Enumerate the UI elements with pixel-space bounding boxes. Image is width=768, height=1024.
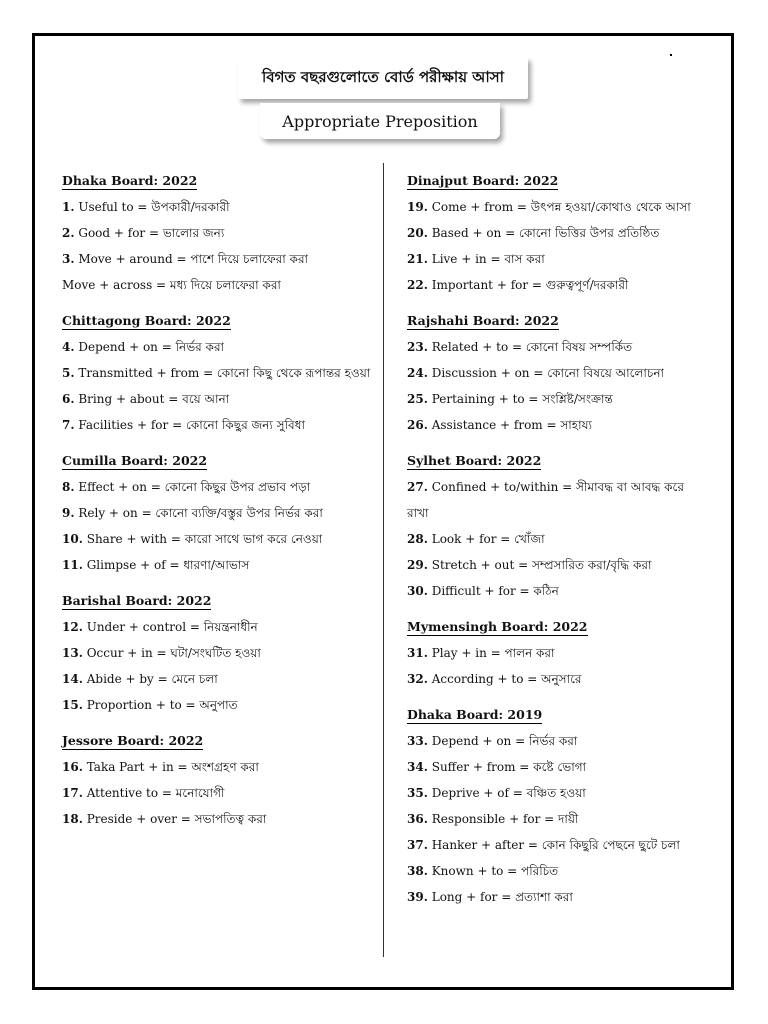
- preposition-entry: [62, 386, 377, 412]
- entry-number: 6.: [62, 392, 75, 406]
- entry-number: 14.: [62, 672, 83, 686]
- entry-text: According + to = অনুসারে: [431, 672, 582, 686]
- page-title-bangla: [238, 57, 528, 99]
- entry-number: 1.: [62, 200, 75, 214]
- board-heading: Barishal Board: 2022: [62, 593, 212, 608]
- entry-text: Confined + to/within = সীমাবদ্ধ বা আবদ্ধ করে রাখা: [407, 480, 684, 520]
- preposition-entry: [407, 272, 707, 298]
- entry-number: 27.: [407, 480, 428, 494]
- entry-number: 34.: [407, 760, 428, 774]
- entry-number: 24.: [407, 366, 428, 380]
- board-heading: Sylhet Board: 2022: [407, 453, 542, 468]
- preposition-entry: [407, 640, 707, 666]
- entry-number: 10.: [62, 532, 83, 546]
- entry-text: Share + with = কারো সাথে ভাগ করে নেওয়া: [86, 532, 323, 546]
- preposition-entry: [407, 884, 707, 910]
- entry-number: 32.: [407, 672, 428, 686]
- entry-number: 11.: [62, 558, 83, 572]
- preposition-entry: [62, 272, 377, 298]
- entry-text: Glimpse + of = ধারণা/আভাস: [86, 558, 250, 572]
- board-section: [407, 704, 707, 910]
- entry-number: 22.: [407, 278, 428, 292]
- board-section: [407, 450, 707, 604]
- entry-text: Assistance + from = সাহায্য: [431, 418, 592, 432]
- board-section: [407, 170, 707, 298]
- preposition-entry: [407, 578, 707, 604]
- entry-text: Responsible + for = দায়ী: [431, 812, 579, 826]
- preposition-entry: [407, 728, 707, 754]
- board-heading: Dinajput Board: 2022: [407, 173, 559, 188]
- entry-text: Play + in = পালন করা: [431, 646, 555, 660]
- entry-text: Under + control = নিয়ন্ত্রনাধীন: [86, 620, 258, 634]
- board-heading: Cumilla Board: 2022: [62, 453, 208, 468]
- preposition-entry: [62, 666, 377, 692]
- entry-text: Come + from = উৎপন্ন হওয়া/কোথাও থেকে আসা: [431, 200, 691, 214]
- right-column: [407, 170, 707, 922]
- preposition-entry: [62, 194, 377, 220]
- entry-number: 18.: [62, 812, 83, 826]
- entry-number: 5.: [62, 366, 75, 380]
- entry-number: 39.: [407, 890, 428, 904]
- entry-number: 21.: [407, 252, 428, 266]
- board-section: [62, 590, 377, 718]
- stray-dot: [670, 54, 672, 56]
- entry-number: 7.: [62, 418, 75, 432]
- entry-number: 25.: [407, 392, 428, 406]
- preposition-entry: [407, 666, 707, 692]
- preposition-entry: [407, 194, 707, 220]
- board-section: [62, 170, 377, 298]
- preposition-entry: [407, 526, 707, 552]
- preposition-entry: [62, 360, 377, 386]
- entry-text: Attentive to = মনোযোগী: [86, 786, 225, 800]
- entry-number: 4.: [62, 340, 75, 354]
- entry-text: Rely + on = কোনো ব্যক্তি/বস্তুর উপর নির্ভর করা: [78, 506, 323, 520]
- entry-number: 2.: [62, 226, 75, 240]
- entry-number: 31.: [407, 646, 428, 660]
- entry-text: Depend + on = নির্ভর করা: [431, 734, 578, 748]
- entry-number: 36.: [407, 812, 428, 826]
- entry-text: Move + around = পাশে দিয়ে চলাফেরা করা: [78, 252, 309, 266]
- entry-text: Based + on = কোনো ভিত্তির উপর প্রতিষ্ঠিত: [431, 226, 660, 240]
- entry-text: Live + in = বাস করা: [431, 252, 545, 266]
- left-column: [62, 170, 377, 844]
- preposition-entry: [407, 806, 707, 832]
- entry-text: Preside + over = সভাপতিত্ব করা: [86, 812, 267, 826]
- entry-number: 29.: [407, 558, 428, 572]
- board-section: [407, 310, 707, 438]
- entry-text: Important + for = গুরুত্বপূর্ণ/দরকারী: [431, 278, 629, 292]
- entry-text: Proportion + to = অনুপাত: [86, 698, 238, 712]
- entry-text: Related + to = কোনো বিষয় সম্পর্কিত: [431, 340, 633, 354]
- preposition-entry: [407, 220, 707, 246]
- board-heading: Jessore Board: 2022: [62, 733, 204, 748]
- board-section: [62, 450, 377, 578]
- preposition-entry: [407, 858, 707, 884]
- entry-number: 13.: [62, 646, 83, 660]
- entry-number: 9.: [62, 506, 75, 520]
- preposition-entry: [407, 246, 707, 272]
- board-section: [62, 730, 377, 832]
- entry-number: 33.: [407, 734, 428, 748]
- entry-number: 12.: [62, 620, 83, 634]
- entry-number: 30.: [407, 584, 428, 598]
- entry-number: 19.: [407, 200, 428, 214]
- board-heading: Dhaka Board: 2019: [407, 707, 543, 722]
- entry-number: 35.: [407, 786, 428, 800]
- entry-number: 8.: [62, 480, 75, 494]
- preposition-entry: [407, 412, 707, 438]
- entry-text: Depend + on = নির্ভর করা: [78, 340, 225, 354]
- board-heading: Chittagong Board: 2022: [62, 313, 231, 328]
- entry-number: 28.: [407, 532, 428, 546]
- entry-number: 38.: [407, 864, 428, 878]
- preposition-entry: [62, 614, 377, 640]
- preposition-entry: [407, 832, 707, 858]
- preposition-entry: [407, 754, 707, 780]
- board-heading: Mymensingh Board: 2022: [407, 619, 588, 634]
- entry-text: Look + for = খোঁজা: [431, 532, 545, 546]
- entry-text: Stretch + out = সম্প্রসারিত করা/বৃদ্ধি করা: [431, 558, 652, 572]
- entry-text: Facilities + for = কোনো কিছুর জন্য সুবিধা: [78, 418, 305, 432]
- board-section: [407, 616, 707, 692]
- entry-text: Move + across = মধ্য দিয়ে চলাফেরা করা: [62, 278, 281, 292]
- entry-number: 23.: [407, 340, 428, 354]
- preposition-entry: [62, 692, 377, 718]
- preposition-entry: [407, 334, 707, 360]
- entry-text: Known + to = পরিচিত: [431, 864, 559, 878]
- preposition-entry: [62, 474, 377, 500]
- preposition-entry: [62, 640, 377, 666]
- entry-text: Transmitted + from = কোনো কিছু থেকে রূপান্তর হওয়া: [78, 366, 371, 380]
- entry-number: 16.: [62, 760, 83, 774]
- entry-text: Abide + by = মেনে চলা: [86, 672, 218, 686]
- preposition-entry: [62, 552, 377, 578]
- preposition-entry: [62, 500, 377, 526]
- title-bangla-text: বিগত বছরগুলোতে বোর্ড পরীক্ষায় আসা: [261, 67, 505, 86]
- entry-text: Effect + on = কোনো কিছুর উপর প্রভাব পড়া: [78, 480, 311, 494]
- preposition-entry: [407, 386, 707, 412]
- column-divider: [383, 163, 384, 957]
- entry-number: 15.: [62, 698, 83, 712]
- preposition-entry: [62, 754, 377, 780]
- preposition-entry: [407, 552, 707, 578]
- preposition-entry: [62, 220, 377, 246]
- preposition-entry: [62, 334, 377, 360]
- entry-text: Occur + in = ঘটা/সংঘটিত হওয়া: [86, 646, 261, 660]
- preposition-entry: [62, 526, 377, 552]
- entry-text: Bring + about = বয়ে আনা: [78, 392, 230, 406]
- entry-number: 3.: [62, 252, 75, 266]
- entry-text: Suffer + from = কষ্টে ভোগা: [431, 760, 587, 774]
- entry-text: Taka Part + in = অংশগ্রহণ করা: [86, 760, 259, 774]
- board-heading: Dhaka Board: 2022: [62, 173, 198, 188]
- entry-text: Deprive + of = বঞ্চিত হওয়া: [431, 786, 586, 800]
- entry-text: Hanker + after = কোন কিছুরি পেছনে ছুটে চলা: [431, 838, 680, 852]
- preposition-entry: [407, 780, 707, 806]
- preposition-entry: [62, 246, 377, 272]
- board-section: [62, 310, 377, 438]
- board-heading: Rajshahi Board: 2022: [407, 313, 559, 328]
- entry-text: Useful to = উপকারী/দরকারী: [78, 200, 230, 214]
- entry-text: Difficult + for = কঠিন: [431, 584, 559, 598]
- entry-number: 37.: [407, 838, 428, 852]
- preposition-entry: [407, 360, 707, 386]
- entry-text: Long + for = প্রত্যাশা করা: [431, 890, 573, 904]
- entry-text: Pertaining + to = সংশ্লিষ্ট/সংক্রান্ত: [431, 392, 613, 406]
- preposition-entry: [62, 806, 377, 832]
- preposition-entry: [407, 474, 707, 526]
- entry-text: Discussion + on = কোনো বিষয়ে আলোচনা: [431, 366, 665, 380]
- preposition-entry: [62, 780, 377, 806]
- preposition-entry: [62, 412, 377, 438]
- entry-number: 17.: [62, 786, 83, 800]
- entry-text: Good + for = ভালোর জন্য: [78, 226, 225, 240]
- title-english-text: Appropriate Preposition: [282, 111, 478, 131]
- entry-number: 26.: [407, 418, 428, 432]
- entry-number: 20.: [407, 226, 428, 240]
- page-title-english: [260, 103, 500, 139]
